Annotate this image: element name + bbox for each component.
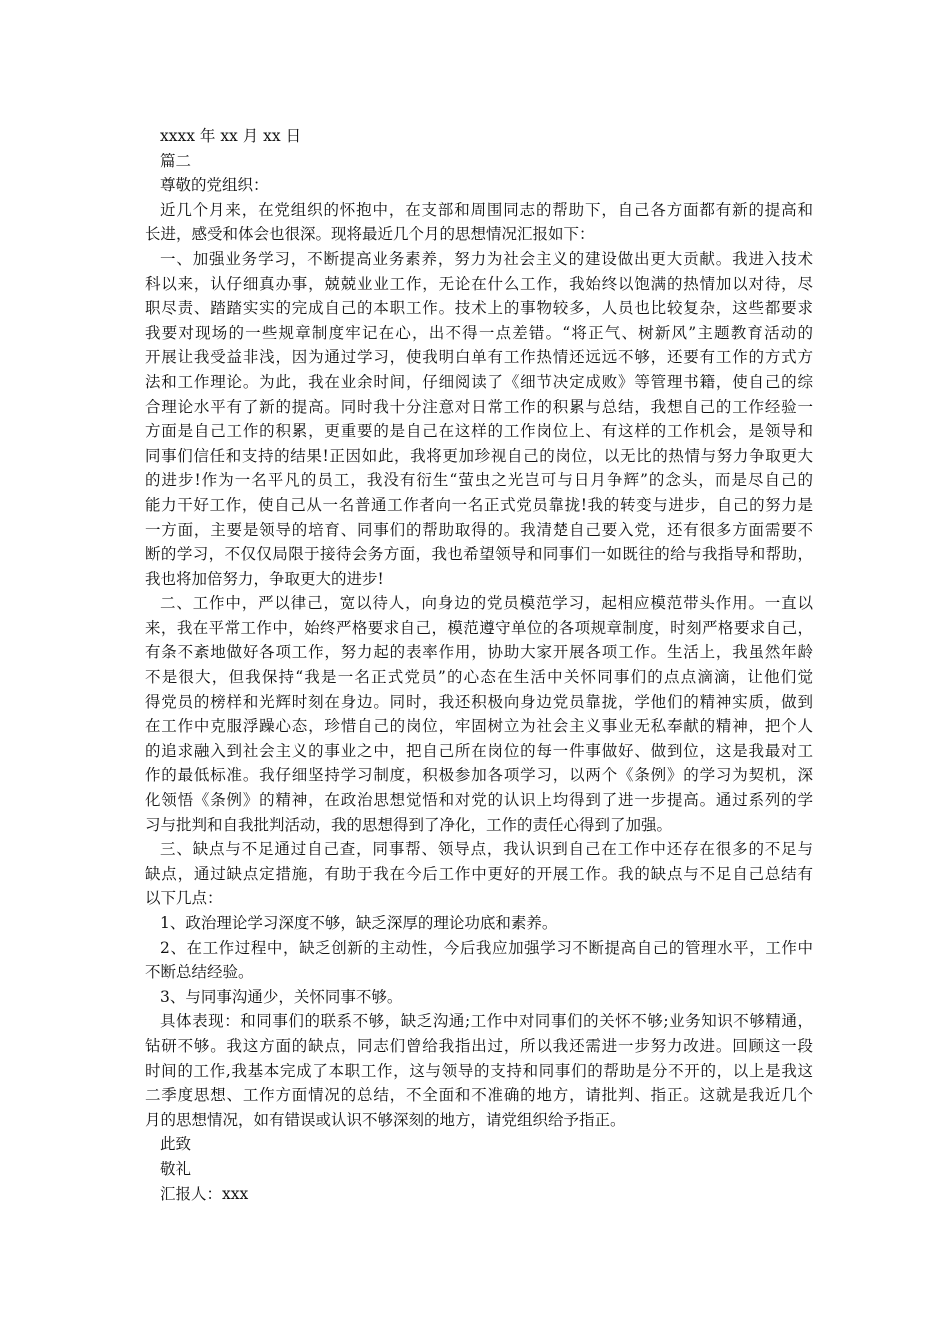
paragraph-line: 我也将加倍努力，争取更大的进步! bbox=[145, 569, 384, 588]
details-paragraph bbox=[145, 1009, 813, 1132]
part-two-paragraph bbox=[145, 591, 813, 837]
paragraph-line: 不是很大，但我保持“我是一名正式党员”的心态在生活中关怀同事们的点点滴滴，让他们觉 bbox=[145, 668, 813, 687]
intro-paragraph bbox=[145, 198, 813, 247]
document-body bbox=[145, 124, 813, 1206]
paragraph-line: 的追求融入到社会主义的事业之中，把自己所在岗位的每一件事做好、做到位，这是我最对工 bbox=[145, 741, 813, 760]
paragraph-line: 同事们信任和支持的结果!正因如此，我将更加珍视自己的岗位，以无比的热情与努力争取更大 bbox=[145, 446, 813, 465]
point-two bbox=[145, 936, 813, 985]
paragraph-line: 以下几点： bbox=[145, 889, 223, 908]
paragraph-line: 职尽责、踏踏实实的完成自己的本职工作。技术上的事物较多，人员也比较复杂，这些都要求 bbox=[145, 299, 813, 318]
paragraph-line: 二、工作中，严以律己，宽以待人，向身边的党员模范学习，起相应模范带头作用。一直以 bbox=[160, 594, 813, 613]
paragraph-line: 长进，感受和体会也很深。现将最近几个月的思想情况汇报如下： bbox=[145, 225, 595, 244]
salutation: 尊敬的党组织： bbox=[160, 176, 269, 195]
paragraph-line: 方面是自己工作的积累，更重要的是自己在这样的工作岗位上、有这样的工作机会，是领导和 bbox=[145, 422, 813, 441]
point-three: 3、与同事沟通少，关怀同事不够。 bbox=[160, 987, 403, 1006]
paragraph-line: 合理论水平有了新的提高。同时我十分注意对日常工作的积累与总结，我想自己的工作经验一 bbox=[145, 397, 813, 416]
paragraph-line: 在工作中克服浮躁心态，珍惜自己的岗位，牢固树立为社会主义事业无私奉献的精神，把个人 bbox=[145, 717, 813, 736]
paragraph-line: 一方面，主要是领导的培育、同事们的帮助取得的。我清楚自己要入党，还有很多方面需要不 bbox=[145, 520, 813, 539]
paragraph-line: 习与批判和自我批判活动，我的思想得到了净化，工作的责任心得到了加强。 bbox=[145, 815, 673, 834]
paragraph-line: 来，我在平常工作中，始终严格要求自己，模范遵守单位的各项规章制度，时刻严格要求自己， bbox=[145, 618, 813, 637]
paragraph-line: 2、在工作过程中，缺乏创新的主动性，今后我应加强学习不断提高自己的管理水平，工作中 bbox=[160, 938, 813, 957]
section-title: 篇二 bbox=[160, 151, 192, 170]
paragraph-line: 化领悟《条例》的精神，在政治思想觉悟和对党的认识上均得到了进一步提高。通过系列的学 bbox=[145, 791, 813, 810]
paragraph-line: 有条不紊地做好各项工作，努力起的表率作用，协助大家开展各项工作。生活上，我虽然年龄 bbox=[145, 643, 813, 662]
paragraph-line: 二季度思想、工作方面情况的总结，不全面和不准确的地方，请批判、指正。这就是我近几个 bbox=[145, 1086, 813, 1105]
paragraph-line: 法和工作理论。为此，我在业余时间，仔细阅读了《细节决定成败》等管理书籍，使自己的综 bbox=[145, 372, 813, 391]
paragraph-line: 开展让我受益非浅，因为通过学习，使我明白单有工作热情还远远不够，还要有工作的方式方 bbox=[145, 348, 813, 367]
paragraph-line: 断的学习，不仅仅局限于接待会务方面，我也希望领导和同事们一如既往的给与我指导和帮助， bbox=[145, 545, 813, 564]
paragraph-line: 缺点，通过缺点定措施，有助于我在今后工作中更好的开展工作。我的缺点与不足自己总结有 bbox=[145, 864, 813, 883]
closing-regards: 敬礼 bbox=[160, 1159, 192, 1178]
paragraph-line: 具体表现：和同事们的联系不够，缺乏沟通;工作中对同事们的关怀不够;业务知识不够精通， bbox=[160, 1012, 813, 1031]
paragraph-line: 一、加强业务学习，不断提高业务素养，努力为社会主义的建设做出更大贡献。我进入技术 bbox=[160, 249, 813, 268]
part-one-paragraph bbox=[145, 247, 813, 591]
paragraph-line: 得党员的榜样和光辉时刻在身边。同时，我还积极向身边党员靠拢，学他们的精神实质，做到 bbox=[145, 692, 813, 711]
paragraph-line: 月的思想情况，如有错误或认识不够深刻的地方，请党组织给予指正。 bbox=[145, 1110, 626, 1129]
date-line: xxxx 年 xx 月 xx 日 bbox=[160, 127, 302, 145]
paragraph-line: 钻研不够。我这方面的缺点，同志们曾给我指出过，所以我还需进一步努力改进。回顾这一段 bbox=[145, 1036, 813, 1055]
closing-salute: 此致 bbox=[160, 1135, 192, 1154]
paragraph-line: 我要对现场的一些规章制度牢记在心，出不得一点差错。“将正气、树新风”主题教育活动的 bbox=[145, 323, 813, 342]
paragraph-line: 近几个月来，在党组织的怀抱中，在支部和周围同志的帮助下，自己各方面都有新的提高和 bbox=[160, 200, 813, 219]
paragraph-line: 的进步!作为一名平凡的员工，我没有衍生“萤虫之光岂可与日月争辉”的念头，而是尽自己的 bbox=[145, 471, 813, 490]
paragraph-line: 作的最低标准。我仔细坚持学习制度，积极参加各项学习，以两个《条例》的学习为契机，深 bbox=[145, 766, 813, 785]
paragraph-line: 不断总结经验。 bbox=[145, 963, 254, 982]
paragraph-line: 能力干好工作，使自己从一名普通工作者向一名正式党员靠拢!我的转变与进步，自己的努力是 bbox=[145, 495, 813, 514]
part-three-paragraph bbox=[145, 837, 813, 911]
reporter-signature: 汇报人：xxx bbox=[160, 1184, 249, 1203]
paragraph-line: 科以来，认仔细真办事，兢兢业业工作，无论在什么工作，我始终以饱满的热情加以对待，尽 bbox=[145, 274, 813, 293]
paragraph-line: 时间的工作,我基本完成了本职工作，这与领导的支持和同事们的帮助是分不开的，以上是我这 bbox=[145, 1061, 813, 1080]
point-one: 1、政治理论学习深度不够，缺乏深厚的理论功底和素养。 bbox=[160, 914, 558, 932]
paragraph-line: 三、缺点与不足通过自己查，同事帮、领导点，我认识到自己在工作中还存在很多的不足与 bbox=[160, 840, 813, 859]
